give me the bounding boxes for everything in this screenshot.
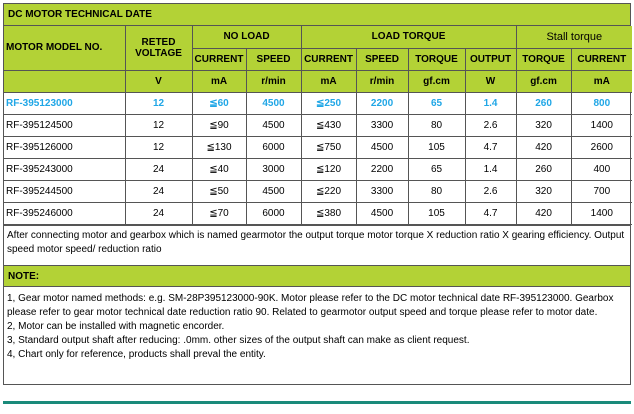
table-row: [4, 136, 632, 158]
st-current-unit: mA: [571, 70, 632, 92]
st-torque-cell: 260: [516, 92, 571, 114]
model-unit-cell: [4, 70, 125, 92]
lt-speed-cell: 3300: [356, 114, 408, 136]
model-cell: RF-395244500: [4, 180, 125, 202]
note-title: NOTE:: [4, 265, 630, 287]
voltage-cell: 24: [125, 158, 192, 180]
voltage-header: RETED VOLTAGE: [125, 26, 192, 70]
lt-output-header: OUTPUT: [465, 48, 516, 70]
st-current-cell: 2600: [571, 136, 632, 158]
no-load-header: NO LOAD: [192, 26, 301, 48]
nl-current-unit: mA: [192, 70, 246, 92]
model-cell: RF-395126000: [4, 136, 125, 158]
lt-torque-cell: 105: [408, 136, 465, 158]
st-torque-cell: 320: [516, 114, 571, 136]
nl-speed-cell: 6000: [246, 202, 301, 224]
nl-speed-cell: 4500: [246, 92, 301, 114]
stall-torque-header: Stall torque: [516, 26, 632, 48]
voltage-cell: 12: [125, 92, 192, 114]
model-header: MOTOR MODEL NO.: [4, 26, 125, 70]
notes-list: [4, 287, 630, 384]
header-row-units: [4, 70, 632, 92]
nl-current-cell: ≦40: [192, 158, 246, 180]
lt-torque-cell: 80: [408, 114, 465, 136]
lt-output-cell: 4.7: [465, 136, 516, 158]
voltage-cell: 12: [125, 136, 192, 158]
lt-speed-cell: 4500: [356, 202, 408, 224]
note-item: 2, Motor can be installed with magnetic encorder.: [7, 320, 225, 332]
note-item: 1, Gear motor named methods: e.g. SM-28P395123000-90K. Motor please refer to the DC motor technical date RF-395123000. Gearbox please refer to gear motor technical date reduction ratio 90. Related to gearmotor output speed and torque please refer to motor date.: [7, 292, 614, 318]
voltage-cell: 24: [125, 180, 192, 202]
spec-sheet: [3, 3, 631, 385]
lt-speed-cell: 4500: [356, 136, 408, 158]
nl-current-cell: ≦130: [192, 136, 246, 158]
lt-torque-unit: gf.cm: [408, 70, 465, 92]
st-torque-unit: gf.cm: [516, 70, 571, 92]
lt-current-cell: ≦380: [301, 202, 356, 224]
lt-current-header: CURRENT: [301, 48, 356, 70]
st-torque-cell: 420: [516, 136, 571, 158]
nl-speed-unit: r/min: [246, 70, 301, 92]
lt-current-cell: ≦250: [301, 92, 356, 114]
nl-speed-header: SPEED: [246, 48, 301, 70]
nl-speed-cell: 4500: [246, 114, 301, 136]
nl-current-cell: ≦90: [192, 114, 246, 136]
load-torque-header: LOAD TORQUE: [301, 26, 516, 48]
lt-current-cell: ≦120: [301, 158, 356, 180]
st-torque-cell: 260: [516, 158, 571, 180]
table-row: [4, 202, 632, 224]
model-cell: RF-395243000: [4, 158, 125, 180]
lt-output-cell: 4.7: [465, 202, 516, 224]
lt-output-cell: 1.4: [465, 158, 516, 180]
voltage-unit: V: [125, 70, 192, 92]
spec-table: [4, 26, 632, 225]
bottom-rule: [3, 401, 631, 404]
description-text: After connecting motor and gearbox which is named gearmotor the output torque motor torque X reduction ratio X gearing efficiency. Output speed motor speed/ reduction ratio: [4, 225, 630, 265]
st-current-cell: 800: [571, 92, 632, 114]
lt-speed-cell: 2200: [356, 92, 408, 114]
lt-output-cell: 1.4: [465, 92, 516, 114]
lt-torque-cell: 65: [408, 158, 465, 180]
nl-current-cell: ≦70: [192, 202, 246, 224]
table-row: [4, 158, 632, 180]
lt-output-unit: W: [465, 70, 516, 92]
lt-current-cell: ≦430: [301, 114, 356, 136]
lt-torque-header: TORQUE: [408, 48, 465, 70]
voltage-cell: 24: [125, 202, 192, 224]
note-item: 4, Chart only for reference, products shall preval the entity.: [7, 348, 266, 360]
nl-speed-cell: 4500: [246, 180, 301, 202]
st-current-cell: 700: [571, 180, 632, 202]
header-row-groups: [4, 26, 632, 48]
st-torque-header: TORQUE: [516, 48, 571, 70]
model-cell: RF-395123000: [4, 92, 125, 114]
lt-output-cell: 2.6: [465, 114, 516, 136]
lt-torque-cell: 80: [408, 180, 465, 202]
model-cell: RF-395246000: [4, 202, 125, 224]
lt-speed-cell: 2200: [356, 158, 408, 180]
st-current-header: CURRENT: [571, 48, 632, 70]
nl-current-header: CURRENT: [192, 48, 246, 70]
lt-current-unit: mA: [301, 70, 356, 92]
voltage-cell: 12: [125, 114, 192, 136]
note-item: 3, Standard output shaft after reducing: .0mm. other sizes of the output shaft can make as client request.: [7, 334, 470, 346]
nl-speed-cell: 6000: [246, 136, 301, 158]
nl-current-cell: ≦60: [192, 92, 246, 114]
table-row: [4, 114, 632, 136]
lt-current-cell: ≦220: [301, 180, 356, 202]
model-cell: RF-395124500: [4, 114, 125, 136]
nl-speed-cell: 3000: [246, 158, 301, 180]
st-current-cell: 400: [571, 158, 632, 180]
lt-speed-header: SPEED: [356, 48, 408, 70]
st-torque-cell: 420: [516, 202, 571, 224]
table-row: [4, 180, 632, 202]
lt-torque-cell: 105: [408, 202, 465, 224]
lt-current-cell: ≦750: [301, 136, 356, 158]
lt-torque-cell: 65: [408, 92, 465, 114]
nl-current-cell: ≦50: [192, 180, 246, 202]
sheet-title: DC MOTOR TECHNICAL DATE: [4, 4, 630, 26]
lt-speed-cell: 3300: [356, 180, 408, 202]
lt-output-cell: 2.6: [465, 180, 516, 202]
st-current-cell: 1400: [571, 202, 632, 224]
st-torque-cell: 320: [516, 180, 571, 202]
st-current-cell: 1400: [571, 114, 632, 136]
table-row: [4, 92, 632, 114]
lt-speed-unit: r/min: [356, 70, 408, 92]
